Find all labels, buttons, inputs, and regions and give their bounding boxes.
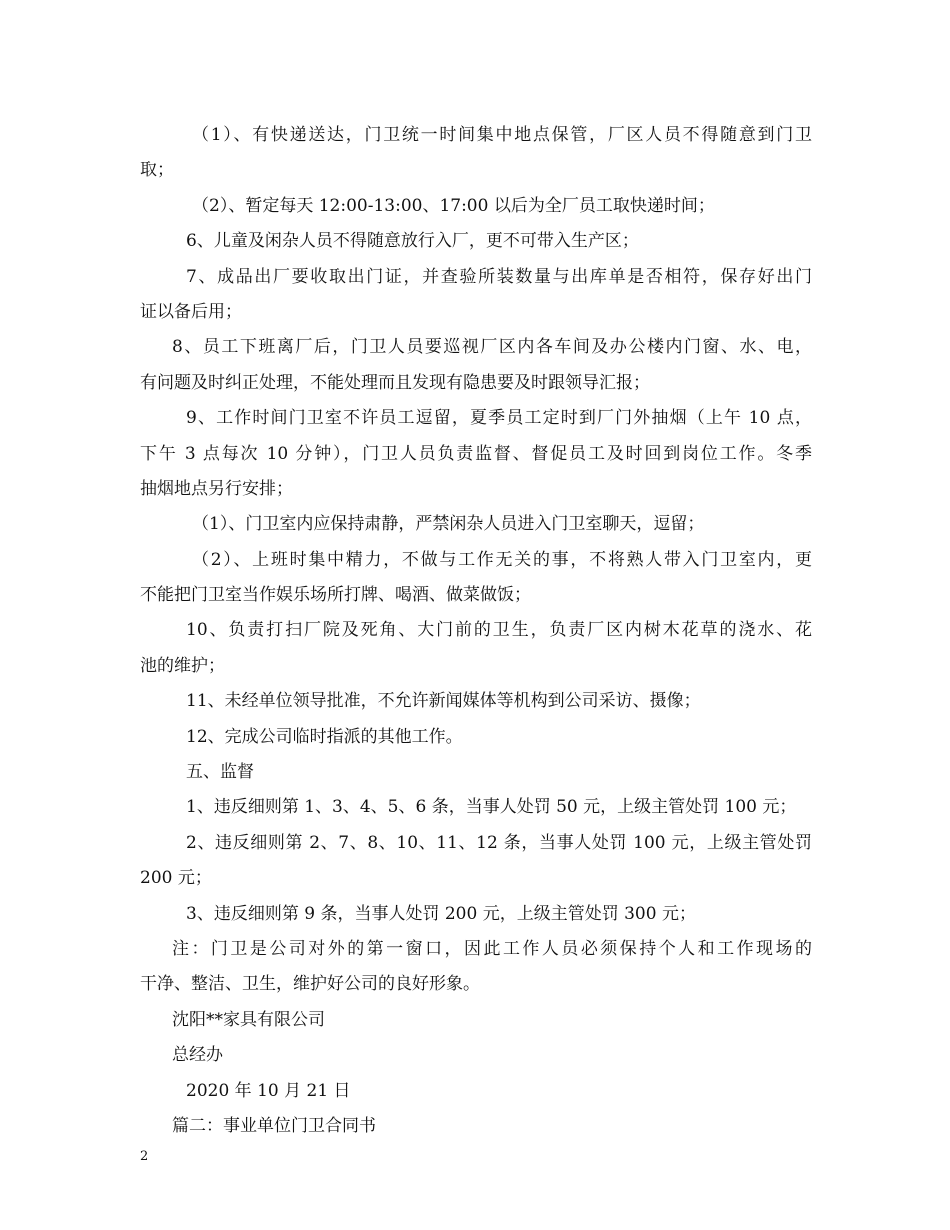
paragraph-line: 池的维护；	[140, 655, 225, 676]
document-body	[140, 118, 812, 1144]
paragraph-line: 8、员工下班离厂后，门卫人员要巡视厂区内各车间及办公楼内门窗、水、电，	[172, 337, 812, 358]
paragraph-line: 6、儿童及闲杂人员不得随意放行入厂，更不可带入生产区；	[186, 231, 639, 252]
paragraph-line: 2、违反细则第 2、7、8、10、11、12 条，当事人处罚 100 元，上级主管处罚	[186, 832, 812, 853]
paragraph-line: 10、负责打扫厂院及死角、大门前的卫生，负责厂区内树木花草的浇水、花	[186, 620, 812, 641]
paragraph-line: （1）、有快递送达，门卫统一时间集中地点保管，厂区人员不得随意到门卫	[192, 125, 812, 145]
company-name: 沈阳**家具有限公司	[172, 1009, 325, 1030]
note-line: 干净、整洁、卫生，维护好公司的良好形象。	[140, 974, 480, 995]
paragraph-line: （1）、门卫室内应保持肃静，严禁闲杂人员进入门卫室聊天，逗留；	[192, 514, 705, 535]
paragraph-line: 下午 3 点每次 10 分钟），门卫人员负责监督、督促员工及时回到岗位工作。冬季	[140, 443, 812, 464]
paragraph-line: 有问题及时纠正处理，不能处理而且发现有隐患要及时跟领导汇报；	[140, 372, 650, 393]
next-section-title: 篇二：事业单位门卫合同书	[172, 1115, 376, 1136]
department-name: 总经办	[172, 1045, 223, 1066]
paragraph-line: 证以备后用；	[140, 301, 242, 322]
note-line: 注：门卫是公司对外的第一窗口，因此工作人员必须保持个人和工作现场的	[172, 938, 812, 959]
document-date: 2020 年 10 月 21 日	[186, 1080, 351, 1101]
paragraph-line: 200 元；	[140, 868, 212, 889]
paragraph-line: 7、成品出厂要收取出门证，并查验所装数量与出库单是否相符，保存好出门	[186, 266, 812, 287]
paragraph-line: 抽烟地点另行安排；	[140, 478, 293, 499]
paragraph-line: 9、工作时间门卫室不许员工逗留，夏季员工定时到厂门外抽烟（上午 10 点，	[186, 408, 812, 429]
paragraph-line: 1、违反细则第 1、3、4、5、6 条，当事人处罚 50 元，上级主管处罚 100 元；	[186, 797, 797, 818]
paragraph-line: 取；	[140, 160, 174, 181]
section-heading: 五、监督	[186, 762, 254, 783]
paragraph-line: （2）、暂定每天 12:00-13:00、17:00 以后为全厂员工取快递时间；	[192, 195, 715, 216]
paragraph-line: 3、违反细则第 9 条，当事人处罚 200 元，上级主管处罚 300 元；	[186, 903, 696, 924]
paragraph-line: 不能把门卫室当作娱乐场所打牌、喝酒、做菜做饭；	[140, 585, 531, 606]
paragraph-line: 12、完成公司临时指派的其他工作。	[186, 726, 463, 747]
paragraph-line: （2）、上班时集中精力，不做与工作无关的事，不将熟人带入门卫室内，更	[192, 549, 812, 570]
page-number: 2	[140, 1149, 149, 1164]
paragraph-line: 11、未经单位领导批准，不允许新闻媒体等机构到公司采访、摄像；	[186, 691, 701, 712]
